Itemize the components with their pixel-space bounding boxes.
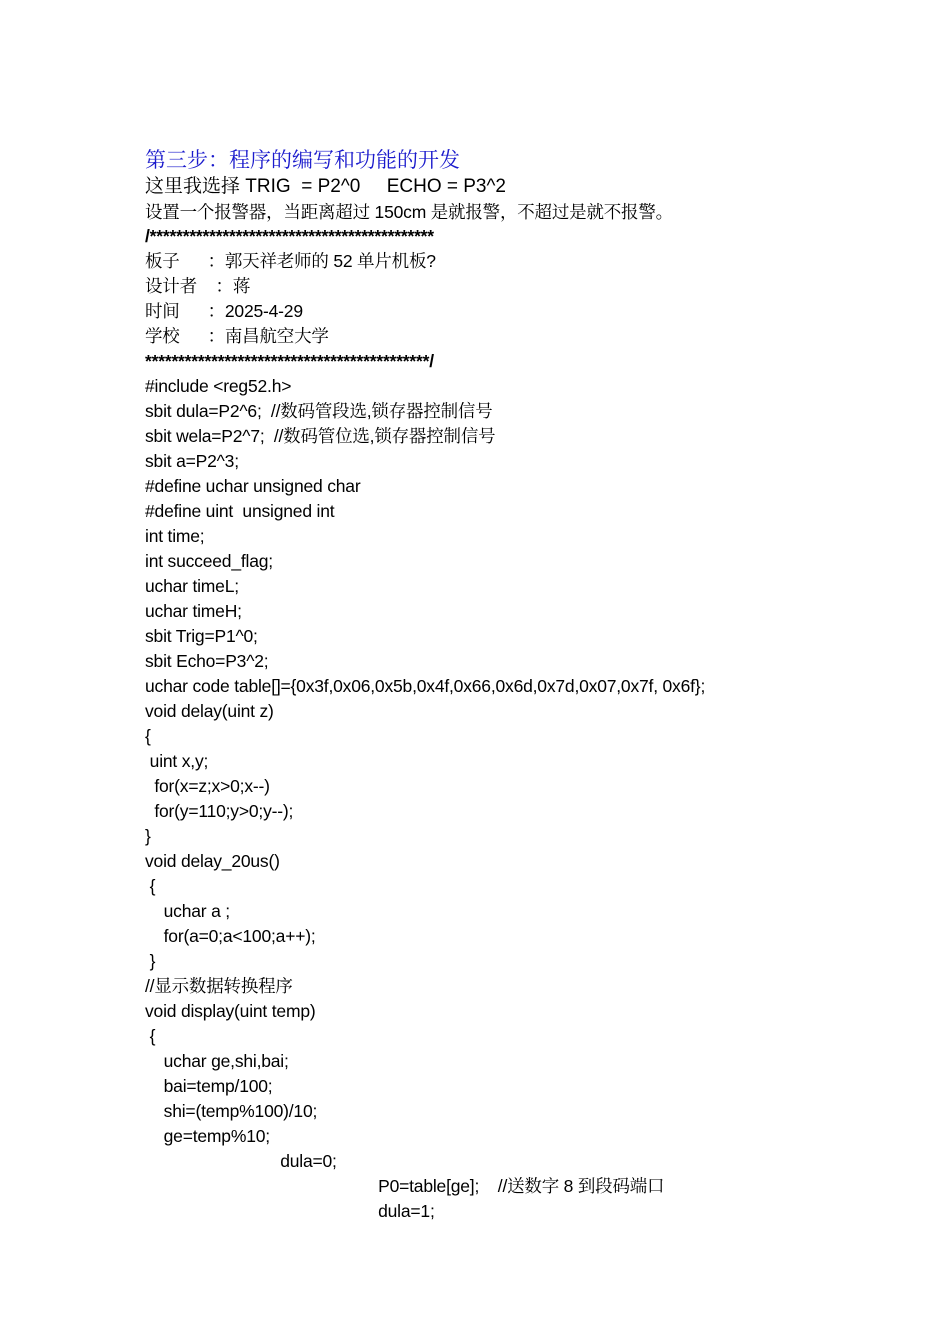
pin-selection-line: 这里我选择 TRIG = P2^0 ECHO = P3^2	[145, 176, 506, 197]
code-line: P0=table[ge]; //送数字 8 到段码端口	[145, 1176, 665, 1196]
code-line: bai=temp/100;	[145, 1076, 273, 1096]
code-line: sbit Echo=P3^2;	[145, 651, 269, 671]
code-line: for(y=110;y>0;y--);	[145, 801, 294, 821]
code-line: uint x,y;	[145, 751, 209, 771]
code-line: sbit wela=P2^7; //数码管位选,锁存器控制信号	[145, 426, 496, 446]
comment-line: 板子 ：郭天祥老师的 52 单片机板?	[145, 251, 436, 271]
code-line: for(a=0;a<100;a++);	[145, 926, 316, 946]
code-line: #define uchar unsigned char	[145, 476, 361, 496]
description-line: 设置一个报警器，当距离超过 150cm 是就报警，不超过是就不报警。	[145, 202, 673, 222]
code-line: dula=0;	[145, 1151, 337, 1171]
code-line: uchar code table[]={0x3f,0x06,0x5b,0x4f,0x66,0x6d,0x7d,0x07,0x7f, 0x6f};	[145, 676, 706, 696]
comment-line: /*******************************************	[145, 226, 434, 246]
code-line: }	[145, 826, 151, 846]
comment-line: 设计者 ：蒋	[145, 276, 251, 296]
code-line: void display(uint temp)	[145, 1001, 316, 1021]
code-line: }	[145, 951, 156, 971]
code-line: //显示数据转换程序	[145, 976, 293, 996]
code-line: void delay_20us()	[145, 851, 280, 871]
code-line: #define uint unsigned int	[145, 501, 335, 521]
section-heading: 第三步：程序的编写和功能的开发	[145, 149, 460, 172]
code-line: ge=temp%10;	[145, 1126, 270, 1146]
code-line: {	[145, 1026, 156, 1046]
code-line: int time;	[145, 526, 205, 546]
code-line: void delay(uint z)	[145, 701, 274, 721]
code-line: int succeed_flag;	[145, 551, 273, 571]
code-line: sbit dula=P2^6; //数码管段选,锁存器控制信号	[145, 401, 493, 421]
code-line: dula=1;	[145, 1201, 435, 1221]
comment-line: *******************************************/	[145, 351, 434, 371]
comment-line: 时间 ：2025-4-29	[145, 301, 303, 321]
code-line: sbit a=P2^3;	[145, 451, 239, 471]
code-line: #include <reg52.h>	[145, 376, 292, 396]
code-line: {	[145, 876, 156, 896]
code-line: {	[145, 726, 151, 746]
code-line: uchar a ;	[145, 901, 230, 921]
code-line: uchar timeH;	[145, 601, 242, 621]
code-line: sbit Trig=P1^0;	[145, 626, 258, 646]
code-line: for(x=z;x>0;x--)	[145, 776, 270, 796]
code-line: shi=(temp%100)/10;	[145, 1101, 318, 1121]
code-line: uchar timeL;	[145, 576, 239, 596]
comment-line: 学校 ：南昌航空大学	[145, 326, 329, 346]
code-line: uchar ge,shi,bai;	[145, 1051, 289, 1071]
